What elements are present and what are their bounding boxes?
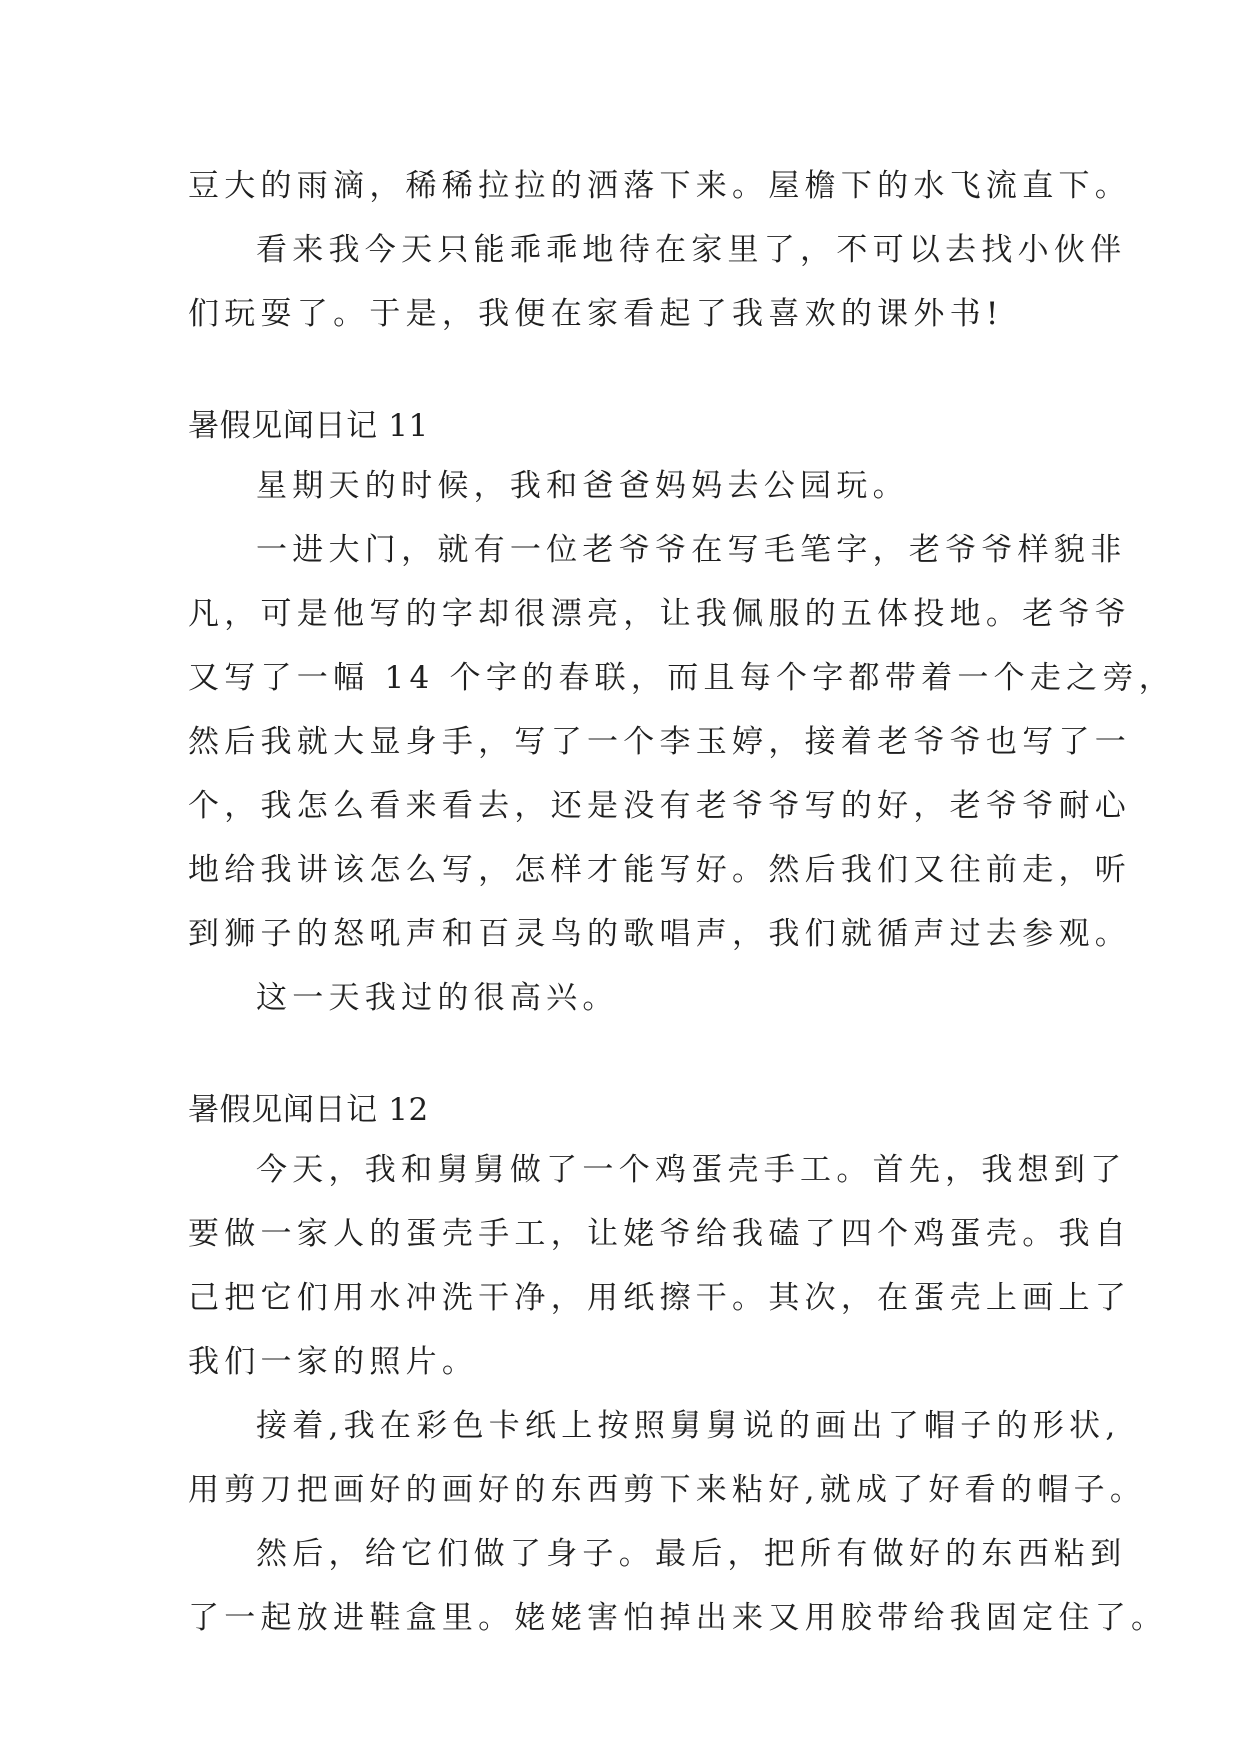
paragraph-line: 了一起放进鞋盒里。姥姥害怕掉出来又用胶带给我固定住了。 <box>188 1600 1168 1636</box>
diary-heading-11: 暑假见闻日记 11 <box>188 408 429 444</box>
paragraph-line: 接着,我在彩色卡纸上按照舅舅说的画出了帽子的形状, <box>256 1408 1121 1444</box>
paragraph-line: 凡，可是他写的字却很漂亮，让我佩服的五体投地。老爷爷 <box>188 596 1132 632</box>
paragraph-line: 我们一家的照片。 <box>188 1344 479 1380</box>
paragraph-line: 用剪刀把画好的画好的东西剪下来粘好,就成了好看的帽子。 <box>188 1472 1147 1508</box>
paragraph-line: 要做一家人的蛋壳手工，让姥爷给我磕了四个鸡蛋壳。我自 <box>188 1216 1132 1252</box>
paragraph-line: 己把它们用水冲洗干净，用纸擦干。其次，在蛋壳上画上了 <box>188 1280 1132 1316</box>
paragraph-line: 又写了一幅 14 个字的春联，而且每个字都带着一个走之旁， <box>188 660 1175 696</box>
paragraph-line: 星期天的时候，我和爸爸妈妈去公园玩。 <box>256 468 909 504</box>
paragraph-line: 今天，我和舅舅做了一个鸡蛋壳手工。首先，我想到了 <box>256 1152 1127 1188</box>
paragraph-line: 一进大门，就有一位老爷爷在写毛笔字，老爷爷样貌非 <box>256 532 1127 568</box>
paragraph-line: 到狮子的怒吼声和百灵鸟的歌唱声，我们就循声过去参观。 <box>188 916 1132 952</box>
paragraph-line: 看来我今天只能乖乖地待在家里了，不可以去找小伙伴 <box>256 232 1127 268</box>
paragraph-line: 个，我怎么看来看去，还是没有老爷爷写的好，老爷爷耐心 <box>188 788 1132 824</box>
paragraph-line: 地给我讲该怎么写，怎样才能写好。然后我们又往前走，听 <box>188 852 1132 888</box>
paragraph-line: 豆大的雨滴，稀稀拉拉的洒落下来。屋檐下的水飞流直下。 <box>188 168 1132 204</box>
paragraph-line: 这一天我过的很高兴。 <box>256 980 619 1016</box>
diary-heading-12: 暑假见闻日记 12 <box>188 1092 429 1128</box>
paragraph-line: 们玩耍了。于是，我便在家看起了我喜欢的课外书! <box>188 296 1004 332</box>
paragraph-line: 然后我就大显身手，写了一个李玉婷，接着老爷爷也写了一 <box>188 724 1132 760</box>
paragraph-line: 然后，给它们做了身子。最后，把所有做好的东西粘到 <box>256 1536 1127 1572</box>
